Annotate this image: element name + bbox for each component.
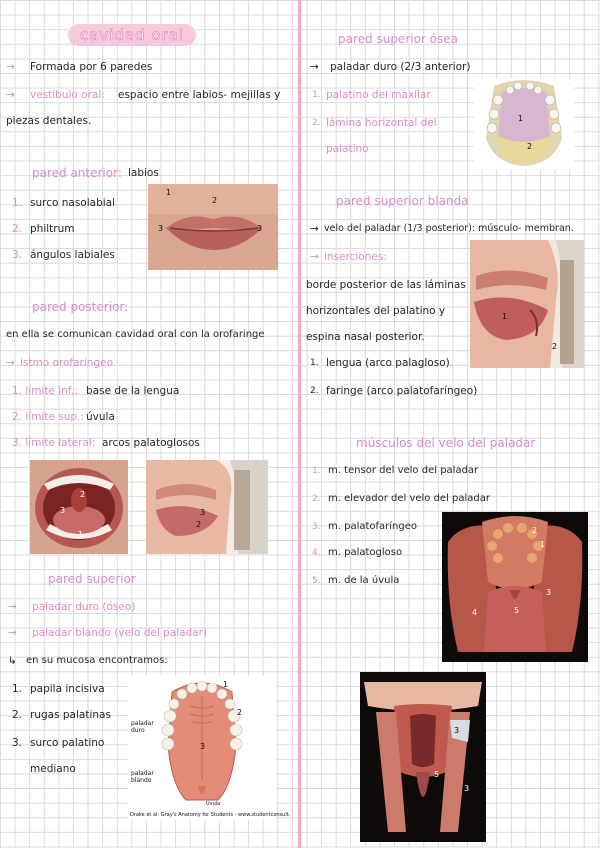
istmo-orofaringeo: istmo orofaríngeo [20,357,113,369]
list-number: 3. [312,522,321,532]
list-number: 2. [310,386,319,396]
list-number: 1. [310,358,319,368]
image-label: 3 [158,224,164,233]
limit-label: 1. límite inf.: [12,385,78,397]
vestibulo-text: espacio entre labios- mejillas y [118,89,281,101]
paladar-blando-label: paladar blando [131,770,154,784]
image-label: 2 [552,342,558,351]
pared-anterior-value: labios [128,167,159,179]
vestibulo-text-cont: piezas dentales. [6,115,92,127]
arrow-bullet: → [8,627,17,639]
list-item: m. tensor del velo del paladar [328,465,479,476]
image-label: 3 [257,224,263,233]
list-item-cont: palatino [326,143,369,155]
list-item: philtrum [30,223,75,235]
soft-palate-muscles-image [360,672,486,842]
image-label: 3 [454,726,460,735]
musculos-header: músculos del velo del paladar [356,436,536,450]
image-credit: Drake et al: Gray's Anatomy for Students - www.studentconsult. [130,812,291,818]
osea-header: pared superior ósea [338,32,458,46]
list-number: 1. [312,466,321,476]
list-item: faringe (arco palatofaríngeo) [326,385,478,397]
image-label: 1 [223,680,229,689]
list-item: lengua (arco palagloso) [326,357,450,369]
list-number: 2. [312,494,321,504]
arrow-bullet: → [6,89,15,101]
arrow-bullet: → [310,61,319,73]
arrow-bullet: → [8,601,17,613]
pared-anterior-header: pared anterior: [32,166,122,180]
image-label: 3 [200,742,206,751]
list-number: 4. [312,548,321,558]
list-number: 3. [12,249,23,261]
soft-palate-sagittal-image [470,240,584,368]
image-label: 3 [200,508,206,517]
pared-posterior-text: en ella se comunican cavidad oral con la orofaringe [6,329,265,340]
hard-palate-bone-image [474,78,574,170]
intro-line-1: Formada por 6 paredes [30,61,153,73]
uvula-label: Úvula [206,801,221,807]
image-label: 1 [502,312,508,321]
osea-line-1: paladar duro (2/3 anterior) [330,61,471,73]
image-label: 2 [196,520,202,529]
inserciones-line: borde posterior de las láminas [306,279,466,291]
arrow-bullet: → [6,357,15,369]
limit-label: 2. límite sup.: [12,411,84,423]
arrow-bullet: → [310,223,319,235]
image-label: 4 [472,608,478,617]
palate-muscles-posterior-image [442,512,588,662]
list-item: ángulos labiales [30,249,115,261]
limit-value: arcos palatoglosos [102,437,200,449]
list-item: m. palatogloso [328,547,403,558]
blanda-header: pared superior blanda [336,194,469,208]
image-label: 3 [546,588,552,597]
image-label: 1 [78,530,84,539]
list-item: m. de la úvula [328,575,400,586]
list-number: 1. [12,197,23,209]
column-divider [298,0,301,848]
list-number: 2. [12,223,23,235]
sagittal-section-image [146,460,268,554]
inserciones-line: horizontales del palatino y [306,305,446,317]
paladar-blando-line: paladar blando (velo del paladar) [32,627,208,639]
inserciones-label: inserciones: [324,251,387,263]
image-label: 2 [80,490,86,499]
image-label: 2 [527,142,533,151]
limit-label: 3. límite lateral: [12,437,96,449]
image-label: 2 [212,196,218,205]
arrow-bullet: → [310,251,319,263]
image-label: 2 [532,526,538,535]
list-item-cont: mediano [30,763,76,775]
inserciones-line: espina nasal posterior. [306,331,425,343]
open-mouth-image [30,460,128,554]
list-number: 2. [312,118,321,128]
arrow-bullet: → [6,61,15,73]
list-item: palatino del maxilar [326,89,431,101]
list-item: m. palatofaríngeo [328,521,418,532]
image-label: 1 [540,540,546,549]
limit-value: base de la lengua [86,385,180,397]
list-item: surco palatino [30,737,105,749]
list-item: m. elevador del velo del paladar [328,493,491,504]
limit-value: úvula [86,411,115,423]
list-number: 5. [312,576,321,586]
list-item: lámina horizontal del [326,117,437,129]
list-number: 1. [12,683,23,695]
list-item: papila incisiva [30,683,105,695]
blanda-line-1: velo del paladar (1/3 posterior): músculo- membran. [324,223,574,234]
image-label: 3 [464,784,470,793]
image-label: 1 [166,188,172,197]
image-label: 5 [514,606,520,615]
vestibulo-label: vestibulo oral: [30,89,105,101]
sub-arrow: ↳ [8,655,17,667]
list-number: 2. [12,709,23,721]
list-number: 1. [312,90,321,100]
image-label: 5 [434,770,440,779]
list-item: surco nasolabial [30,197,116,209]
pared-superior-header: pared superior [48,572,136,586]
image-label: 3 [60,506,66,515]
image-label: 2 [237,708,243,717]
list-item: rugas palatinas [30,709,111,721]
image-label: 1 [518,114,524,123]
list-number: 3. [12,737,23,749]
paladar-duro-label: paladar duro [131,720,154,734]
page-title: cavidad oral [79,26,185,44]
paladar-duro-line: paladar duro (óseo) [32,601,136,613]
pared-posterior-header: pared posterior: [32,300,129,314]
mucosa-line: en su mucosa encontramos: [26,655,168,666]
